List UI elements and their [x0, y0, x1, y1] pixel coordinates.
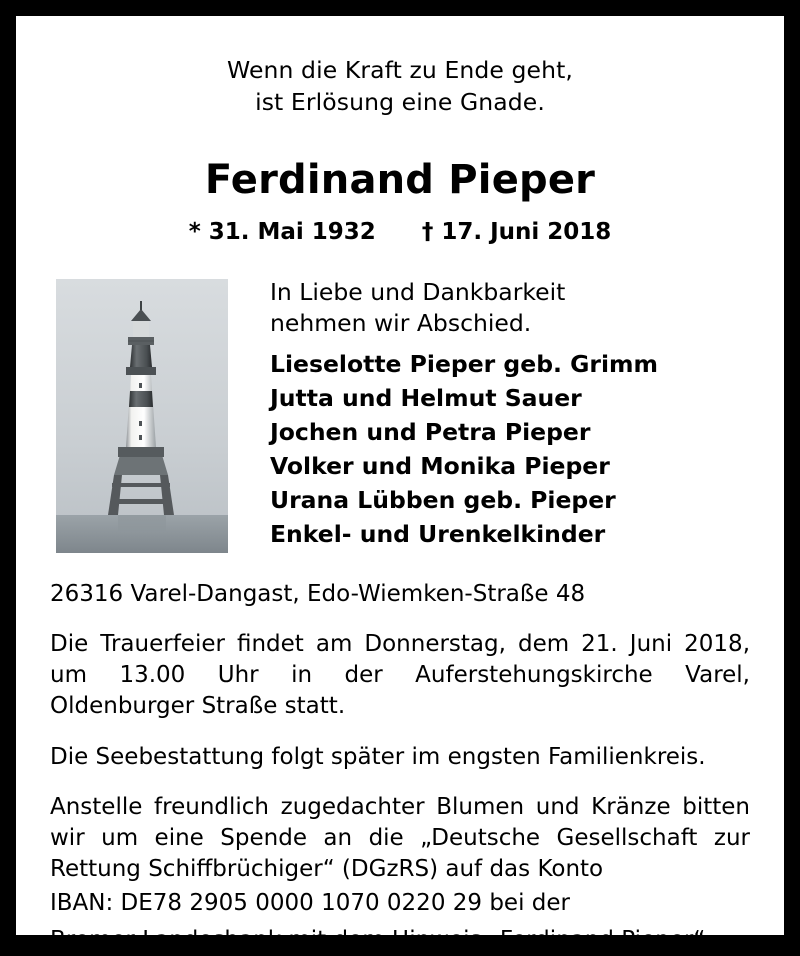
obituary-notice: [16, 16, 784, 954]
birth-date: * 31. Mai 1932: [188, 218, 376, 245]
lead-line-1: In Liebe und Dankbarkeit: [270, 277, 566, 306]
list-item: Jutta und Helmut Sauer: [270, 384, 582, 413]
list-item: Volker und Monika Pieper: [270, 452, 610, 481]
photo-container: [56, 279, 228, 553]
family-block: [228, 275, 750, 551]
lighthouse-photo: [56, 279, 228, 553]
ceremony-text: Die Trauerfeier findet am Donnerstag, dem 21. Juni 2018, um 13.00 Uhr in der Auferstehungskirche Varel, Oldenburger Straße statt.: [50, 630, 750, 720]
lead-line-2: nehmen wir Abschied.: [270, 309, 532, 338]
list-item: Lieselotte Pieper geb. Grimm: [270, 350, 659, 379]
death-date: † 17. Juni 2018: [421, 218, 612, 245]
life-dates: [50, 219, 750, 245]
address: 26316 Varel-Dangast, Edo-Wiemken-Straße 48: [50, 580, 586, 607]
photo-and-family: [50, 275, 750, 553]
list-item: Jochen und Petra Pieper: [270, 418, 591, 447]
verse: [50, 54, 750, 119]
family-members: [270, 349, 750, 551]
donation-text: Anstelle freundlich zugedachter Blumen und Kränze bitten wir um eine Spende an die „Deutsche Gesellschaft zur Rettung Schiffbrüchiger“ (DGzRS) auf das Konto: [50, 793, 750, 883]
list-item: Urana Lübben geb. Pieper: [270, 486, 616, 515]
deceased-name: Ferdinand Pieper: [204, 156, 596, 203]
list-item: Enkel- und Urenkelkinder: [270, 520, 606, 549]
burial-text: Die Seebestattung folgt später im engsten Familienkreis.: [50, 743, 706, 770]
verse-line-2: ist Erlösung eine Gnade.: [255, 88, 545, 117]
donation-bank: Bremer Landesbank mit dem Hinweis „Ferdinand Pieper“.: [50, 927, 713, 954]
verse-line-1: Wenn die Kraft zu Ende geht,: [226, 56, 573, 84]
donation-iban: IBAN: DE78 2905 0000 1070 0220 29 bei der: [50, 889, 570, 916]
